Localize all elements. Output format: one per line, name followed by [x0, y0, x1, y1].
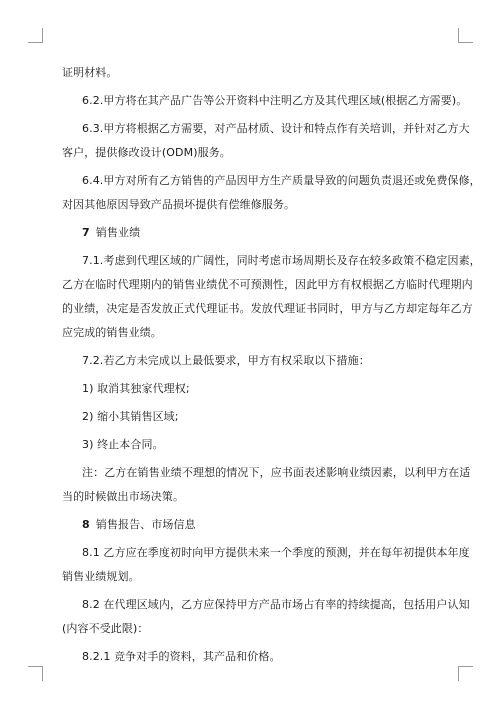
clause-8-2-1: 8.2.1 竞争对手的资料，其产品和价格。: [82, 650, 281, 663]
section-heading-7: [82, 226, 140, 240]
crop-mark-top-left: [28, 28, 43, 43]
clause-7-2: 7.2.若乙方未完成以上最低要求，甲方有权采取以下措施：: [82, 354, 370, 367]
clause-7-1: 7.1.考虑到代理区域的广阔性，同时考虑市场周期长及存在较多政策不稳定因素，: [82, 254, 481, 267]
clause-6-3: 6.3.甲方将根据乙方需要，对产品材质、设计和特点作有关培训，并针对乙方大: [82, 122, 470, 135]
text-line: 应完成的销售业绩。: [62, 326, 162, 339]
crop-mark-top-right: [458, 28, 473, 43]
section-title: 销售业绩: [95, 226, 141, 239]
text-line: 证明材料。: [62, 66, 118, 79]
clause-8-1: 8.1 乙方应在季度初时向甲方提供未来一个季度的预测，并在每年初提供本年度: [82, 546, 470, 559]
list-item: 2) 缩小其销售区域;: [82, 410, 179, 423]
list-item: 3) 终止本合同。: [82, 438, 164, 451]
clause-8-2: 8.2 在代理区域内，乙方应保持甲方产品市场占有率的持续提高，包括用户认知: [82, 598, 470, 611]
section-title: 销售报告、市场信息: [95, 518, 196, 531]
list-item: 1) 取消其独家代理权;: [82, 382, 190, 395]
text-line: 当的时候做出市场决策。: [62, 490, 185, 503]
note: 注：乙方在销售业绩不理想的情况下，应书面表述影响业绩因素，以利甲方在适: [82, 466, 471, 479]
section-number: 8: [82, 518, 90, 531]
clause-6-2: 6.2.甲方将在其产品广告等公开资料中注明乙方及其代理区域(根据乙方需要)。: [82, 94, 468, 107]
crop-mark-bottom-left: [28, 666, 43, 681]
text-line: 销售业绩规划。: [62, 570, 140, 583]
text-line: (内容不受此限)：: [62, 622, 149, 635]
section-number: 7: [82, 226, 90, 239]
text-line: 对因其他原因导致产品损坏提供有偿维修服务。: [62, 198, 296, 211]
text-line: 的业绩，决定是否发放正式代理证书。发放代理证书同时，甲方与乙方却定每年乙方: [62, 302, 473, 315]
text-line: 客户，提供修改设计(ODM)服务。: [62, 146, 231, 159]
section-heading-8: [82, 518, 196, 532]
crop-mark-bottom-right: [458, 666, 473, 681]
text-line: 乙方在临时代理期内的销售业绩优不可预测性，因此甲方有权根据乙方临时代理期内: [62, 278, 473, 291]
clause-6-4: 6.4.甲方对所有乙方销售的产品因甲方生产质量导致的问题负责退还或免费保修，: [82, 174, 481, 187]
